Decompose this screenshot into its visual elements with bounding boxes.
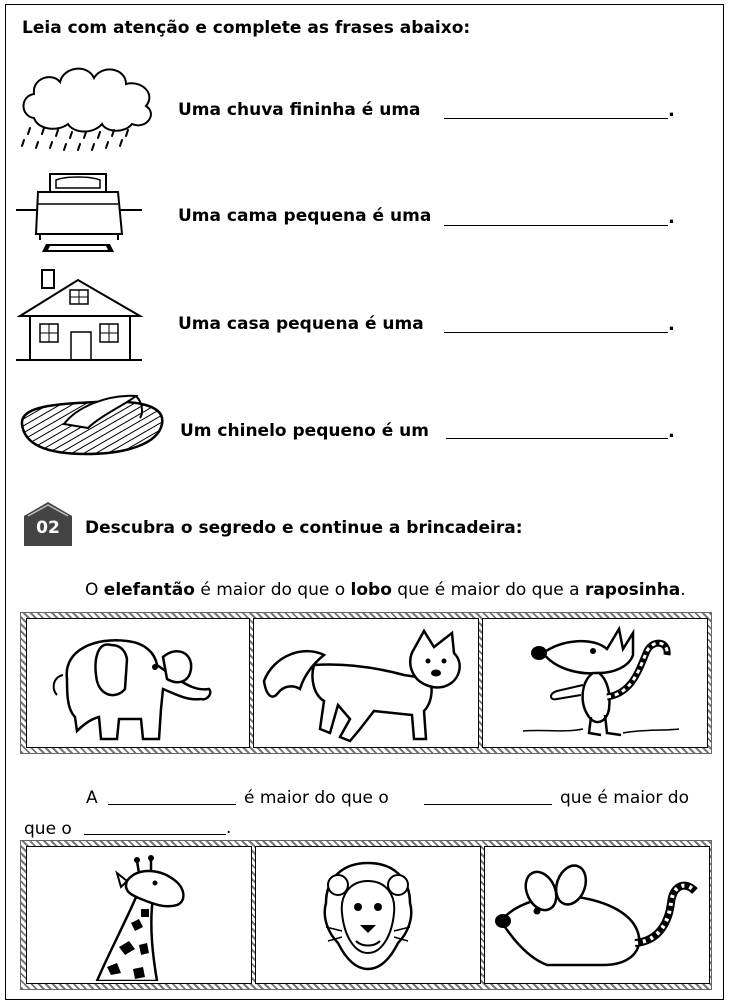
section-number: 02 — [36, 518, 60, 538]
phrase-text-2: Uma cama pequena é uma — [178, 206, 432, 226]
animal-panel-giraffe — [26, 846, 252, 984]
animal-panel-fox — [482, 618, 708, 748]
fill-blank-3[interactable] — [84, 834, 226, 835]
fill-phrase-que-o: que o — [24, 819, 72, 839]
answer-blank-4[interactable] — [446, 438, 668, 439]
section-number-badge — [22, 500, 74, 546]
fill-phrase-bigger: é maior do que o — [244, 788, 389, 808]
section-heading: Descubra o segredo e continue a brincadeira: — [85, 518, 523, 538]
answer-blank-3[interactable] — [444, 332, 668, 333]
phrase-end-4: . — [668, 421, 675, 442]
answer-blank-1[interactable] — [444, 118, 668, 119]
slipper-icon — [16, 388, 166, 460]
house-icon — [16, 268, 146, 366]
bed-icon — [16, 172, 146, 254]
wolf-icon — [254, 619, 476, 745]
fill-blank-1[interactable] — [108, 804, 236, 805]
animal-panel-elephant — [26, 618, 250, 748]
phrase-end-3: . — [668, 314, 675, 335]
comparison-statement: O elefantão é maior do que o lobo que é maior do que a raposinha. — [85, 580, 686, 600]
mouse-icon — [485, 847, 707, 981]
fill-blank-2[interactable] — [424, 804, 552, 805]
animal-panel-mouse — [484, 846, 710, 984]
rain-cloud-icon — [16, 58, 161, 158]
animal-panel-lion — [255, 846, 481, 984]
phrase-text-3: Uma casa pequena é uma — [178, 314, 424, 334]
lion-icon — [256, 847, 478, 981]
answer-blank-2[interactable] — [444, 225, 668, 226]
phrase-text-1: Uma chuva fininha é uma — [178, 100, 421, 120]
giraffe-icon — [27, 847, 249, 981]
worksheet-title: Leia com atenção e complete as frases abaixo: — [22, 18, 471, 38]
phrase-end-1: . — [668, 100, 675, 121]
fill-end: . — [226, 818, 232, 838]
animal-panel-wolf — [253, 618, 479, 748]
elephant-icon — [27, 619, 247, 745]
fox-icon — [483, 619, 705, 745]
fill-phrase-bigger-than: que é maior do — [560, 788, 689, 808]
phrase-text-4: Um chinelo pequeno é um — [180, 421, 429, 441]
fill-word-a: A — [86, 788, 98, 808]
phrase-end-2: . — [668, 207, 675, 228]
